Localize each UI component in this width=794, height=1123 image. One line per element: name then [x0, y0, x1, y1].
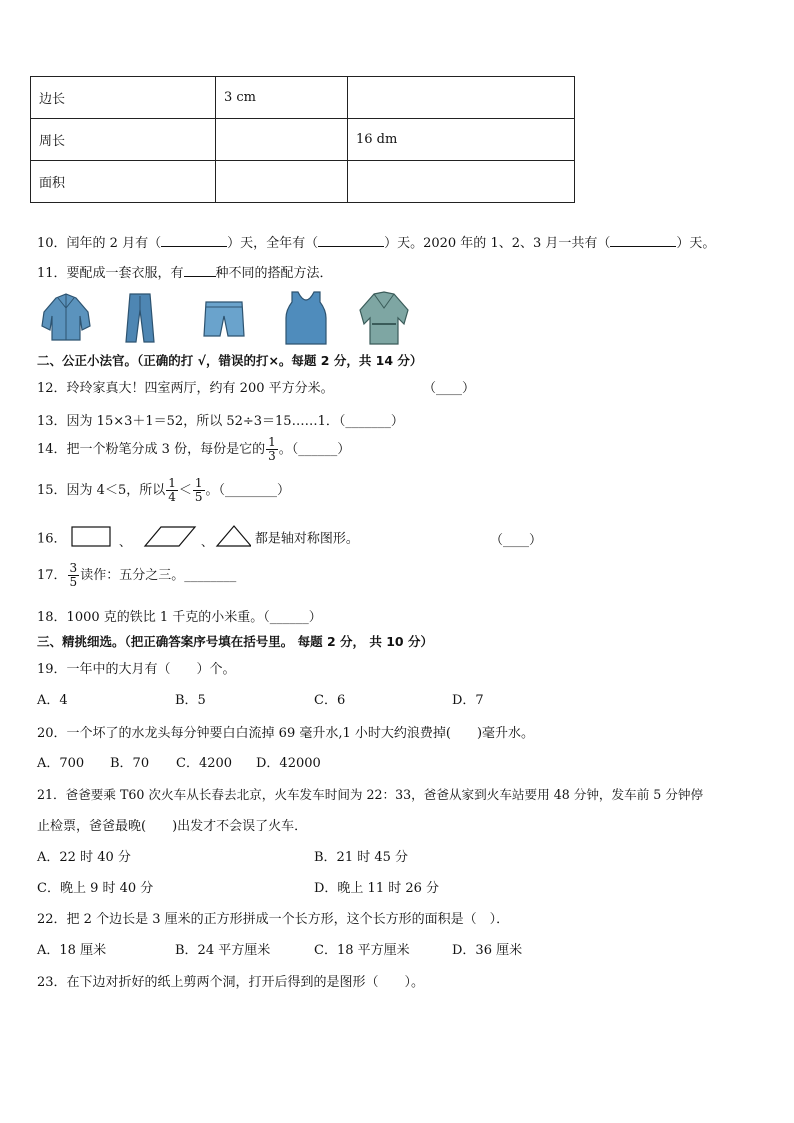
jacket-icon [42, 294, 90, 340]
question-13: 13．因为 15×3＋1＝52，所以 52÷3＝15……1．（_______） [37, 414, 404, 429]
answer-blank[interactable] [610, 233, 676, 247]
option-b[interactable]: B．5 [175, 693, 206, 708]
question-23: 23．在下边对折好的纸上剪两个洞，打开后得到的是图形（ ）。 [37, 975, 425, 990]
fraction: $\frac{1}{4}$ [168, 476, 176, 504]
question-15: 15．因为 4＜5，所以 $\frac{1}{4}$ ＜ $\frac{1}{5}$ 。（________） [37, 476, 291, 504]
question-19: 19．一年中的大月有（ ）个。 [37, 662, 236, 677]
option-b[interactable]: B．24 平方厘米 [175, 943, 271, 958]
option-a[interactable]: A．18 厘米 [37, 943, 107, 958]
option-c[interactable]: C．晚上 9 时 40 分 [37, 881, 154, 896]
table-cell: 16 dm [348, 119, 575, 161]
fraction: $\frac{1}{3}$ [268, 435, 276, 463]
option-c[interactable]: C．4200 [176, 756, 233, 771]
coat-icon [360, 292, 408, 344]
table-row [31, 161, 575, 203]
option-b[interactable]: B．70 [110, 756, 150, 771]
vest-icon [286, 292, 326, 344]
section-2-heading: 二、公正小法官。（正确的打 √，错误的打×。每题 2 分，共 14 分） [37, 353, 423, 368]
table-cell: 周长 [31, 119, 216, 161]
section-3-heading: 三、精挑细选。（把正确答案序号填在括号里。 每题 2 分， 共 10 分） [37, 634, 433, 649]
question-20: 20．一个坏了的水龙头每分钟要白白流掉 69 毫升水,1 小时大约浪费掉( )毫升水。 [37, 726, 535, 741]
answer-blank[interactable] [161, 233, 227, 247]
table-cell [216, 119, 348, 161]
option-a[interactable]: A．22 时 40 分 [37, 850, 131, 865]
question-16: 16． 、 、 都是轴对称图形。 [37, 524, 359, 550]
table-cell [216, 161, 348, 203]
option-d[interactable]: D．晚上 11 时 26 分 [314, 881, 440, 896]
option-a[interactable]: A．700 [37, 756, 85, 771]
shorts-icon [204, 302, 244, 336]
fraction: $\frac{3}{5}$ [69, 561, 78, 589]
question-17: 17． $\frac{3}{5}$ 读作：五分之三。________ [37, 561, 237, 589]
table-cell: 面积 [31, 161, 216, 203]
table-cell [348, 77, 575, 119]
option-d[interactable]: D．36 厘米 [452, 943, 523, 958]
option-d[interactable]: D．7 [452, 693, 484, 708]
question-21-line-2: 止检票，爸爸最晚( )出发才不会误了火车． [37, 819, 308, 834]
table-row [31, 77, 575, 119]
triangle-icon [217, 526, 251, 546]
question-10: 10．闰年的 2 月有（ ）天，全年有（ ）天。2020 年的 1、2、3 月一共有（ ）天。 [37, 232, 715, 251]
option-a[interactable]: A．4 [37, 693, 68, 708]
table-row [31, 119, 575, 161]
answer-paren[interactable]: （____） [490, 533, 543, 548]
question-18: 18．1000 克的铁比 1 千克的小米重。（______） [37, 610, 322, 625]
answer-paren[interactable]: （____） [423, 381, 476, 396]
clothes-illustration [36, 290, 416, 346]
option-c[interactable]: C．18 平方厘米 [314, 943, 410, 958]
measurement-table [30, 76, 575, 203]
shapes-svg [71, 524, 251, 550]
option-d[interactable]: D．42000 [256, 756, 321, 771]
option-b[interactable]: B．21 时 45 分 [314, 850, 409, 865]
table-cell: 3 cm [216, 77, 348, 119]
trousers-icon [126, 294, 154, 342]
question-22: 22．把 2 个边长是 3 厘米的正方形拼成一个长方形，这个长方形的面积是（ ）． [37, 912, 510, 927]
question-14: 14．把一个粉笔分成 3 份，每份是它的 $\frac{1}{3}$ 。（______） [37, 435, 351, 463]
option-c[interactable]: C．6 [314, 693, 346, 708]
parallelogram-icon [145, 527, 195, 546]
question-12: 12．玲玲家真大！四室两厅，约有 200 平方分米。 [37, 381, 334, 396]
shape-separator: 、 [200, 535, 213, 549]
shape-separator: 、 [118, 535, 131, 549]
rectangle-icon [72, 527, 110, 546]
answer-blank[interactable] [184, 263, 216, 277]
answer-blank[interactable] [318, 233, 384, 247]
fraction: $\frac{1}{5}$ [194, 476, 203, 504]
question-21-line-1: 21．爸爸要乘 T60 次火车从长春去北京，火车发车时间为 22：33，爸爸从家到火车站要用 48 分钟，发车前 5 分钟停 [37, 787, 704, 802]
table-cell [348, 161, 575, 203]
table-cell: 边长 [31, 77, 216, 119]
question-11: 11．要配成一套衣服，有 种不同的搭配方法． [37, 262, 333, 281]
clothes-svg [36, 290, 416, 346]
